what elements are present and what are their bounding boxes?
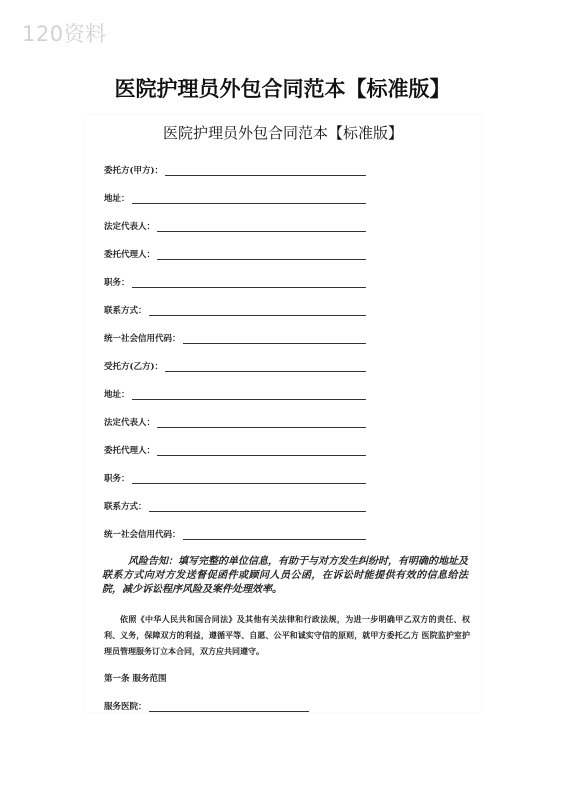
risk-notice: 风险告知：填写完整的单位信息，有助于与对方发生纠纷时，有明确的地址及联系方式向对方发送督促函件或顾问人员公函，在诉讼时能提供有效的信息给法院，减少诉讼程序风险及案件处理效率。 xyxy=(102,556,468,595)
field-label: 法定代表人： xyxy=(104,222,156,232)
party-b-agent-field xyxy=(104,442,366,456)
service-hospital-field xyxy=(104,698,309,712)
party-a-address-field xyxy=(104,190,366,204)
document-title: 医院护理员外包合同范本【标准版】 xyxy=(162,124,403,142)
fill-line xyxy=(149,305,366,316)
field-label: 受托方(乙方)： xyxy=(104,362,164,372)
field-label: 地址： xyxy=(104,194,130,204)
fill-line xyxy=(157,221,366,232)
field-label: 委托代理人： xyxy=(104,446,156,456)
fill-line xyxy=(132,277,366,288)
party-b-position-field xyxy=(104,470,366,484)
field-label: 服务医院： xyxy=(104,702,147,712)
field-label: 联系方式： xyxy=(104,502,147,512)
party-b-legal-rep-field xyxy=(104,414,366,428)
fill-line xyxy=(183,333,366,344)
field-label: 职务： xyxy=(104,278,130,288)
field-label: 职务： xyxy=(104,474,130,484)
fill-line xyxy=(157,445,366,456)
party-b-credit-code-field xyxy=(104,526,366,540)
watermark: 120资料 xyxy=(22,22,107,46)
fill-line xyxy=(165,361,366,372)
fill-line xyxy=(165,165,366,176)
fill-line xyxy=(149,501,366,512)
page-title: 医院护理员外包合同范本【标准版】 xyxy=(114,77,451,101)
intro-paragraph: 依照《中华人民共和国合同法》及其他有关法律和行政法规，为进一步明确甲乙双方的责任、权利、义务，保障双方的利益，遵循平等、自愿、公平和诚实守信的原则，就甲方委托乙方 医院监护室护理员管理服务订立本合同，双方应共同遵守。 xyxy=(104,614,470,656)
party-a-position-field xyxy=(104,274,366,288)
party-b-address-field xyxy=(104,386,366,400)
document-preview xyxy=(85,115,481,712)
fill-line xyxy=(132,193,366,204)
field-label: 统一社会信用代码： xyxy=(104,530,181,540)
party-a-legal-rep-field xyxy=(104,218,366,232)
field-label: 统一社会信用代码： xyxy=(104,334,181,344)
field-label: 法定代表人： xyxy=(104,418,156,428)
party-a-agent-field xyxy=(104,246,366,260)
fill-line xyxy=(157,417,366,428)
article-1-heading: 第一条 服务范围 xyxy=(104,674,167,684)
field-label: 联系方式： xyxy=(104,306,147,316)
fill-line xyxy=(149,701,309,712)
field-label: 地址： xyxy=(104,390,130,400)
fill-line xyxy=(157,249,366,260)
party-b-contact-field xyxy=(104,498,366,512)
fill-line xyxy=(132,389,366,400)
fill-line xyxy=(132,473,366,484)
party-a-client-field xyxy=(104,162,366,176)
party-a-contact-field xyxy=(104,302,366,316)
fill-line xyxy=(183,529,366,540)
party-b-trustee-field xyxy=(104,358,366,372)
field-label: 委托方(甲方)： xyxy=(104,166,164,176)
field-label: 委托代理人： xyxy=(104,250,156,260)
party-a-credit-code-field xyxy=(104,330,366,344)
